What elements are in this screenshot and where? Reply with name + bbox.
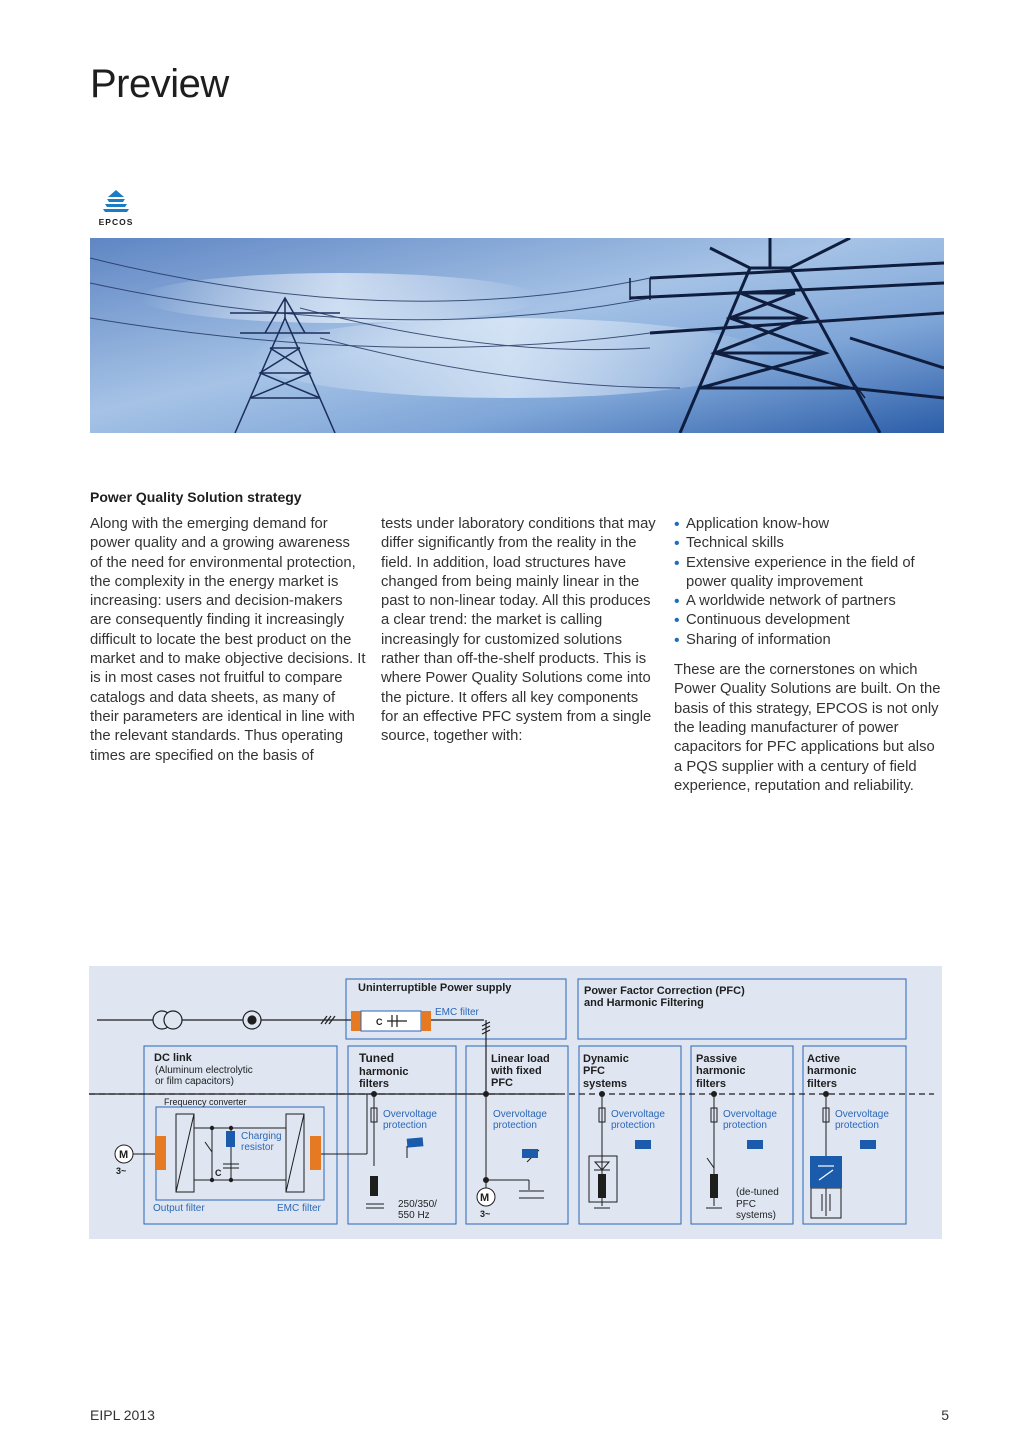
- passive-sub2: filters: [696, 1078, 726, 1090]
- ovp-label-2: protection: [611, 1120, 655, 1131]
- pylon-banner-image: [90, 238, 944, 433]
- ovp-label-2: protection: [493, 1120, 537, 1131]
- ovp-label: Overvoltage: [835, 1109, 889, 1120]
- dc-link-title: DC link: [154, 1052, 192, 1064]
- ups-emc-label: EMC filter: [435, 1007, 479, 1018]
- ovp-label-2: protection: [383, 1120, 427, 1131]
- epcos-logo: [94, 188, 138, 228]
- list-item: • A worldwide network of partners: [674, 592, 946, 611]
- freq-label-1: 250/350/: [398, 1199, 437, 1210]
- ovp-label: Overvoltage: [611, 1109, 665, 1120]
- dc-link-sub1: (Aluminum electrolytic: [155, 1065, 253, 1076]
- tuned-sub2: filters: [359, 1078, 389, 1090]
- active-sub2: filters: [807, 1078, 837, 1090]
- detuned-label-3: systems): [736, 1210, 776, 1221]
- freq-label-2: 550 Hz: [398, 1210, 430, 1221]
- freq-converter-label: Frequency converter: [164, 1097, 247, 1107]
- text-column-2: [381, 515, 657, 747]
- page-title: Preview: [90, 62, 229, 106]
- passive-sub1: harmonic: [696, 1065, 746, 1077]
- paragraph-3: These are the cornerstones on which Power Quality Solutions are built. On the basis of this strategy, EPCOS is not only the leading manufacturer of power capacitors for PFC applications but also a PQS supplier with a century of field experience, reputation and reliability.: [674, 662, 941, 794]
- power-quality-diagram: [89, 966, 942, 1239]
- ups-title: Uninterruptible Power supply: [358, 982, 512, 994]
- charging-label: Charging: [241, 1131, 282, 1142]
- resistor-label: resistor: [241, 1142, 274, 1153]
- linear-title: Linear load: [491, 1053, 550, 1065]
- footer-publication: EIPL 2013: [90, 1407, 155, 1423]
- text-column-1: [90, 515, 366, 766]
- dc-cap-label: C: [215, 1168, 222, 1178]
- tuned-sub1: harmonic: [359, 1066, 409, 1078]
- capabilities-list: [674, 515, 946, 650]
- logo-text: EPCOS: [98, 217, 134, 227]
- passive-title: Passive: [696, 1053, 737, 1065]
- pfc-title: Power Factor Correction (PFC): [584, 985, 745, 997]
- motor-label: M: [119, 1149, 129, 1161]
- detuned-label-1: (de-tuned: [736, 1187, 779, 1198]
- ovp-label: Overvoltage: [383, 1109, 437, 1120]
- output-filter-label: Output filter: [153, 1203, 205, 1214]
- text-column-3: [674, 515, 946, 796]
- page-number: 5: [941, 1407, 949, 1423]
- dynamic-sub2: systems: [583, 1078, 628, 1090]
- ovp-label-2: protection: [723, 1120, 767, 1131]
- ovp-label: Overvoltage: [723, 1109, 777, 1120]
- paragraph-1: Along with the emerging demand for power quality and a growing awareness of the need for environmental protection, the complexity in the energy market is increasing: users and decision-makers are consequently finding it increasingly difficult to locate the best product on the market and to make objective decisions. It is in most cases not fruitful to compare catalogs and data sheets, as many of their parameters are identical in line with the relevant standards. Thus operating times are specified on the basis of: [90, 516, 366, 764]
- dc-emc-label: EMC filter: [277, 1203, 321, 1214]
- ups-cap-label: C: [376, 1017, 383, 1027]
- pfc-subtitle: and Harmonic Filtering: [584, 997, 704, 1009]
- dynamic-title: Dynamic: [583, 1053, 629, 1065]
- detuned-label-2: PFC: [736, 1199, 756, 1210]
- dc-link-sub2: or film capacitors): [155, 1076, 234, 1087]
- motor-phase-label: 3~: [116, 1166, 127, 1176]
- list-item: • Application know-how: [674, 515, 946, 534]
- section-heading: Power Quality Solution strategy: [90, 489, 302, 505]
- list-item: • Sharing of information: [674, 631, 946, 650]
- ovp-label-2: protection: [835, 1120, 879, 1131]
- active-sub1: harmonic: [807, 1065, 857, 1077]
- dynamic-sub1: PFC: [583, 1065, 605, 1077]
- linear-sub2: PFC: [491, 1077, 513, 1089]
- list-item: • Technical skills: [674, 534, 946, 553]
- ovp-label: Overvoltage: [493, 1109, 547, 1120]
- tuned-title: Tuned: [359, 1051, 395, 1065]
- motor-phase-label-2: 3~: [480, 1209, 491, 1219]
- paragraph-2: tests under laboratory conditions that may differ significantly from the reality in the field. In addition, load structures have changed from being mainly linear in the past to non-linear today. All this produces a clear trend: the market is calling increasingly for customized solutions rather than off-the-shelf products. This is where Power Quality Solutions come into the picture. It offers all key components for an effective PFC system from a single source, together with:: [381, 516, 656, 745]
- list-item: • Extensive experience in the field of power quality improvement: [674, 554, 946, 593]
- linear-sub1: with fixed: [491, 1065, 542, 1077]
- list-item: • Continuous development: [674, 611, 946, 630]
- active-title: Active: [807, 1053, 841, 1065]
- motor-label-2: M: [480, 1192, 490, 1204]
